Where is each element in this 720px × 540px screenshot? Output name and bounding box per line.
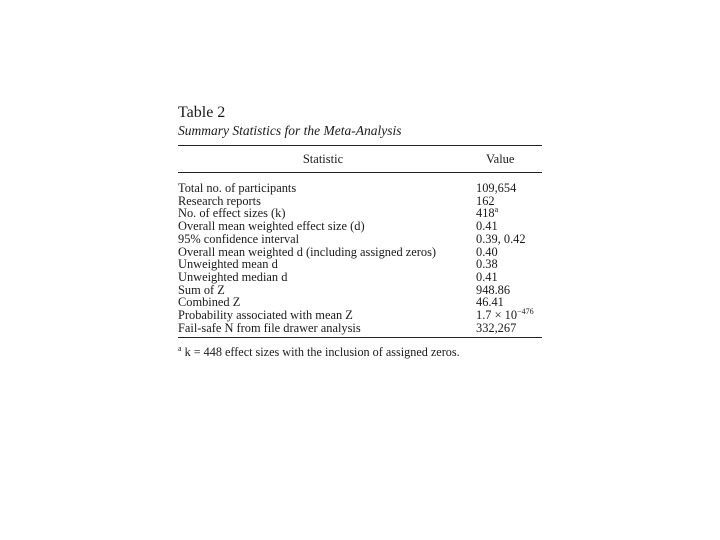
- table-row: [178, 322, 542, 335]
- table-header-row: [178, 146, 542, 172]
- summary-table: [178, 104, 542, 359]
- row-value-wrap: [476, 306, 542, 323]
- row-value: 418: [476, 206, 495, 221]
- footnote-marker: a: [178, 344, 182, 354]
- footnote-marker: a: [494, 205, 499, 215]
- table-row: [178, 220, 542, 233]
- table-row: [178, 233, 542, 246]
- row-value: 46.41: [476, 295, 504, 310]
- row-value: 0.39, 0.42: [476, 231, 526, 246]
- row-statistic: Unweighted mean d: [178, 257, 278, 272]
- table-number: Table 2: [178, 104, 226, 121]
- row-statistic: Sum of Z: [178, 282, 225, 297]
- row-statistic: 95% confidence interval: [178, 231, 300, 246]
- row-value: 109,654: [476, 181, 517, 195]
- row-statistic: Total no. of participants: [178, 181, 297, 195]
- header-value: Value: [486, 152, 515, 166]
- row-statistic: Probability associated with mean Z: [178, 308, 353, 323]
- row-statistic: Unweighted median d: [178, 269, 288, 284]
- row-value: 0.38: [476, 257, 498, 272]
- table-footnote: [178, 345, 542, 359]
- row-statistic: Research reports: [178, 193, 261, 208]
- row-value: 0.41: [476, 269, 498, 284]
- row-value: 332,267: [476, 320, 517, 335]
- row-statistic: Combined Z: [178, 295, 241, 310]
- row-statistic: Overall mean weighted d (including assigned zeros): [178, 244, 437, 259]
- footnote-text: k = 448 effect sizes with the inclusion of assigned zeros.: [184, 345, 460, 360]
- header-statistic: Statistic: [302, 152, 344, 166]
- row-value: 162: [476, 193, 495, 208]
- row-statistic: Fail-safe N from file drawer analysis: [178, 320, 361, 335]
- table-row: [178, 306, 542, 323]
- row-statistic: Overall mean weighted effect size (d): [178, 219, 365, 234]
- row-value: 0.41: [476, 219, 498, 234]
- table-row: [178, 182, 542, 195]
- table-body: [178, 173, 542, 337]
- exponent: −476: [517, 306, 534, 316]
- table-bottom-rule: [178, 337, 542, 338]
- row-value: 948.86: [476, 282, 511, 297]
- row-value: 0.40: [476, 244, 498, 259]
- row-statistic: No. of effect sizes (k): [178, 206, 286, 221]
- row-value: 1.7 × 10: [476, 308, 518, 323]
- table-row: [178, 271, 542, 284]
- table-caption: Summary Statistics for the Meta-Analysis: [178, 123, 402, 138]
